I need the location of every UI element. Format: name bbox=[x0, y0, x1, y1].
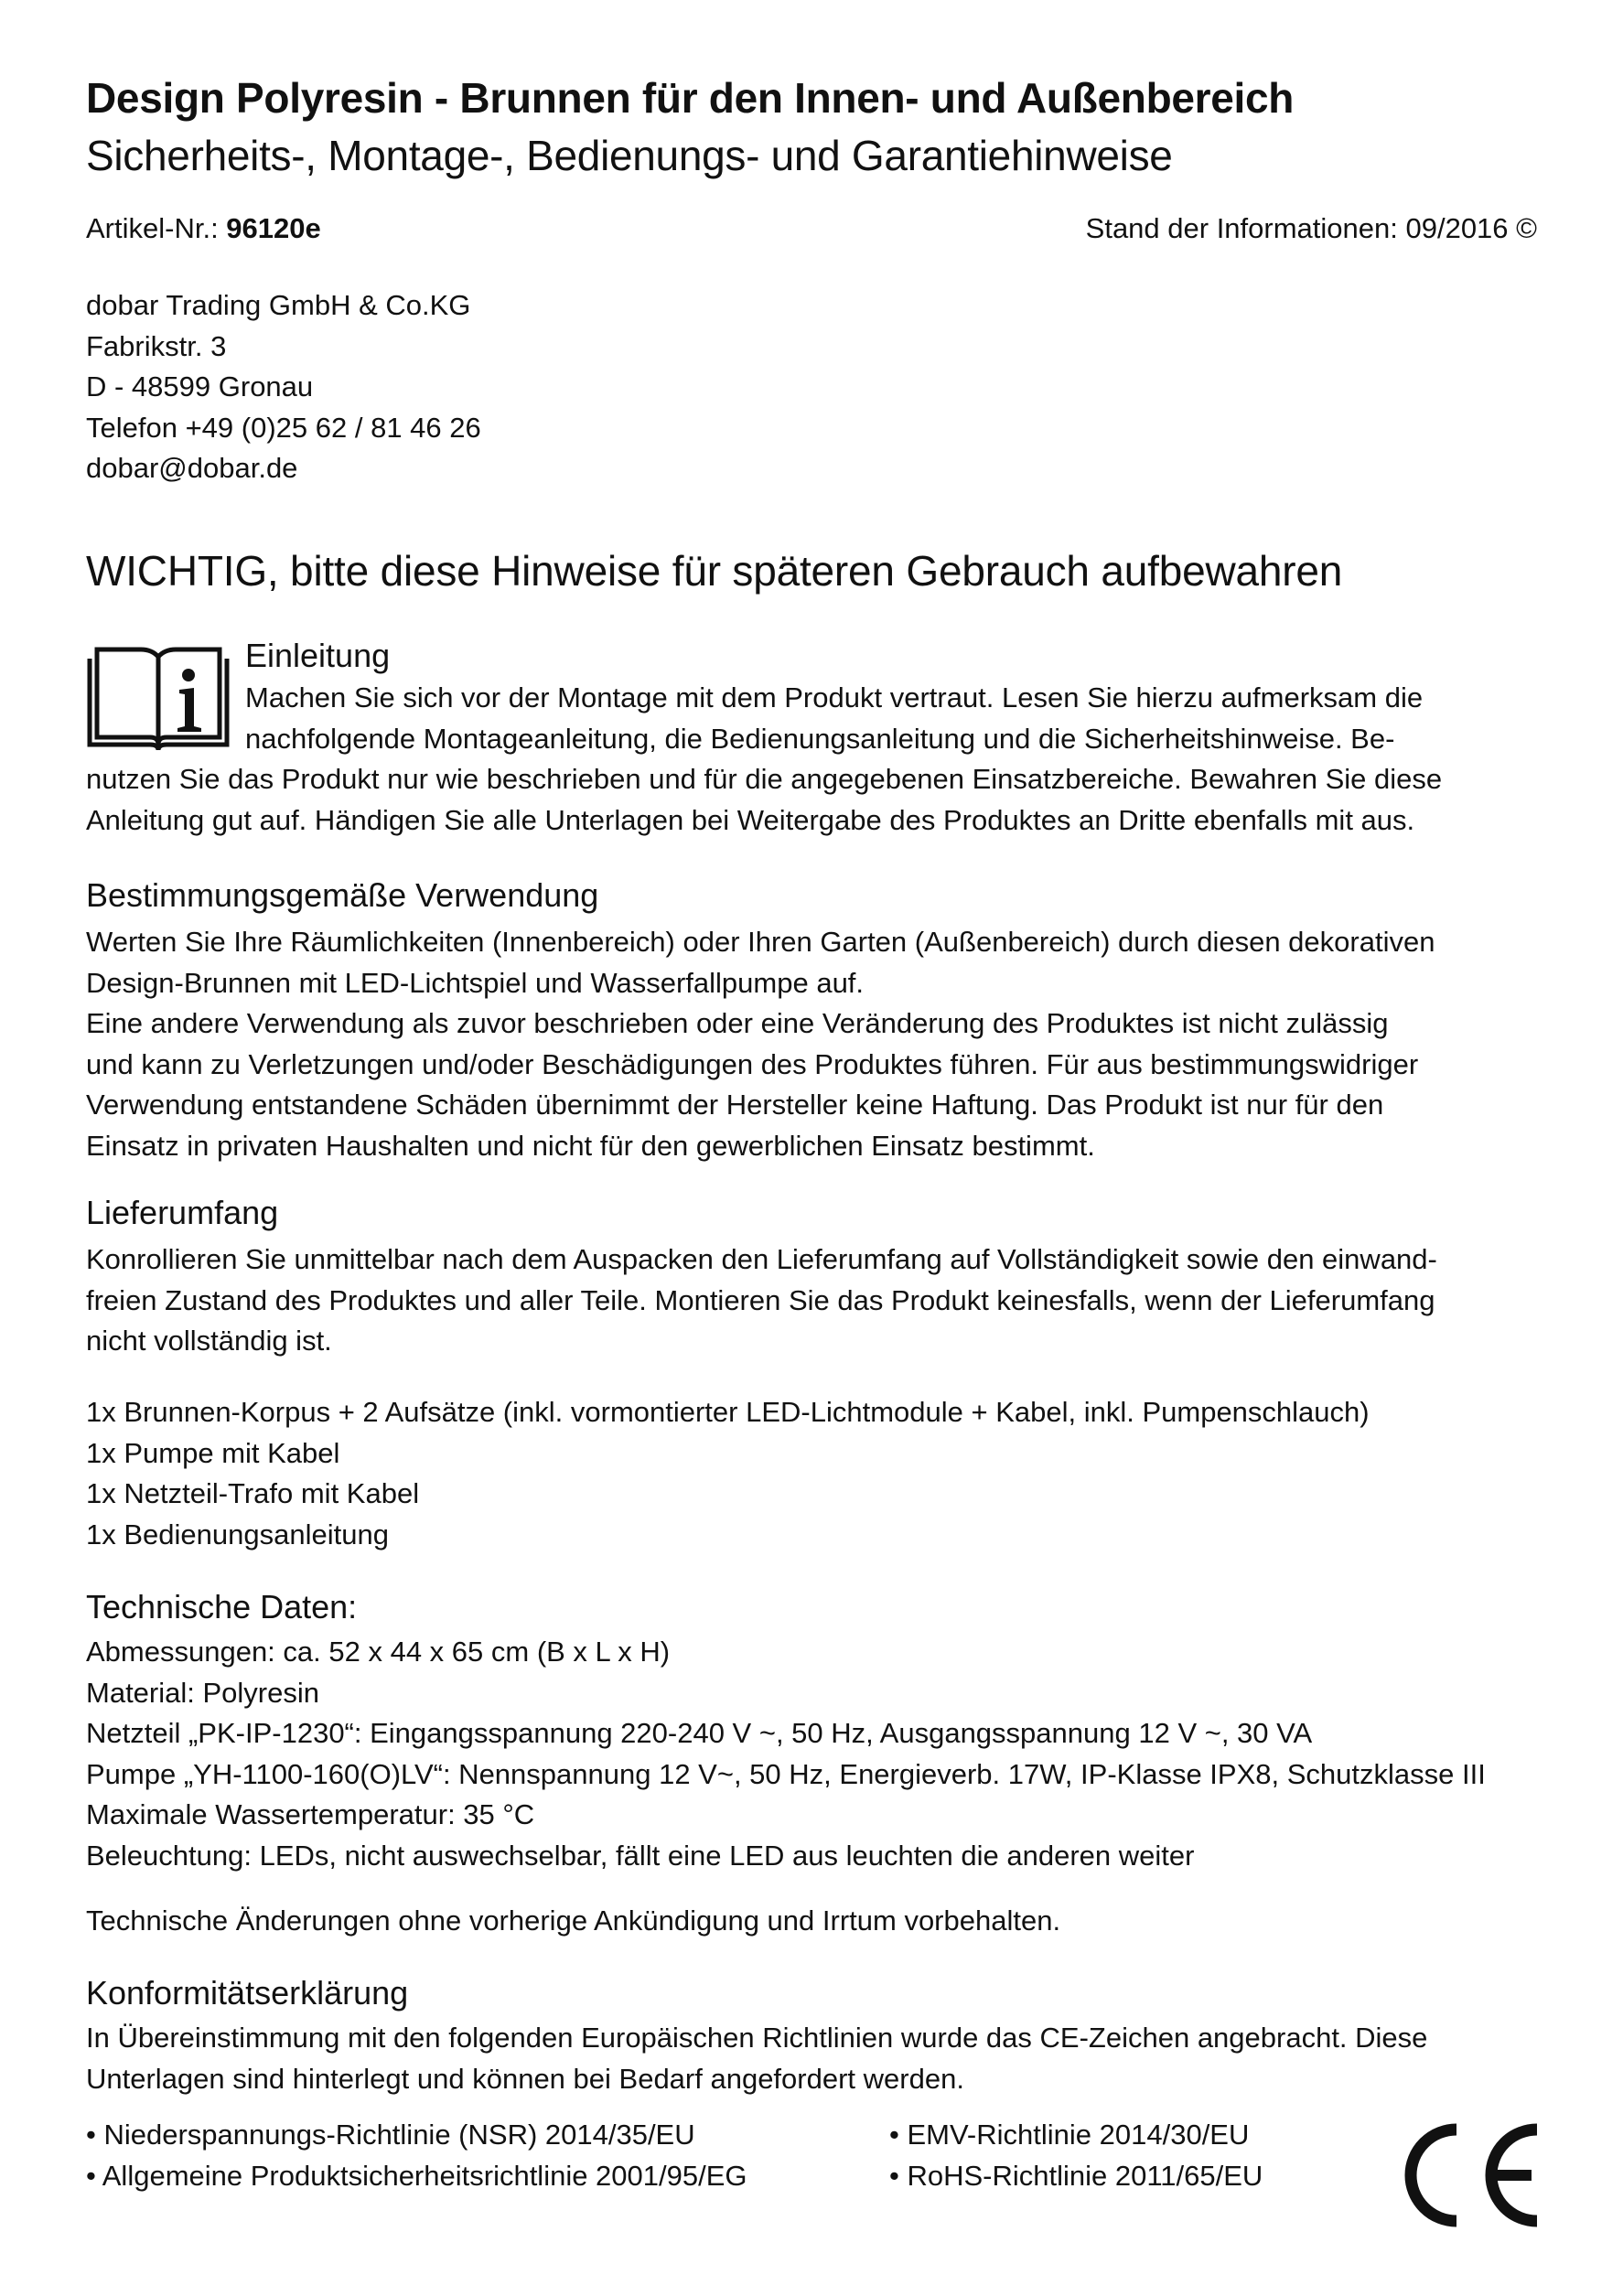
delivery-line: nicht vollständig ist. bbox=[86, 1325, 332, 1357]
intro-line: Machen Sie sich vor der Montage mit dem Produkt vertraut. Lesen Sie hierzu aufmerksam die bbox=[245, 681, 1424, 713]
usage-line: Eine andere Verwendung als zuvor beschrieben oder eine Veränderung des Produktes ist nicht zulässig bbox=[86, 1007, 1389, 1039]
technical-text bbox=[86, 1632, 1486, 1876]
address-line: D - 48599 Gronau bbox=[86, 370, 314, 402]
article-label: Artikel-Nr.: bbox=[86, 212, 227, 244]
technical-line: Material: Polyresin bbox=[86, 1676, 319, 1709]
technical-line: Abmessungen: ca. 52 x 44 x 65 cm (B x L x H) bbox=[86, 1636, 671, 1668]
company-address bbox=[86, 285, 481, 489]
delivery-line: Konrollieren Sie unmittelbar nach dem Auspacken den Lieferumfang auf Vollständigkeit sowie den einwand- bbox=[86, 1243, 1437, 1275]
article-number: 96120e bbox=[226, 212, 321, 244]
important-notice: WICHTIG, bitte diese Hinweise für späteren Gebrauch aufbewahren bbox=[86, 547, 1343, 595]
conformity-text bbox=[86, 2018, 1427, 2099]
delivery-heading: Lieferumfang bbox=[86, 1194, 279, 1231]
info-book-icon bbox=[86, 642, 231, 754]
usage-line: Werten Sie Ihre Räumlichkeiten (Innenbereich) oder Ihren Garten (Außenbereich) durch diesen dekorativen bbox=[86, 926, 1435, 958]
address-line: dobar Trading GmbH & Co.KG bbox=[86, 289, 471, 321]
conformity-heading: Konformitätserklärung bbox=[86, 1974, 409, 2012]
technical-heading: Technische Daten: bbox=[86, 1588, 358, 1625]
usage-text bbox=[86, 922, 1435, 1166]
usage-line: und kann zu Verletzungen und/oder Beschädigungen des Produktes führen. Für aus bestimmungswidriger bbox=[86, 1047, 1419, 1080]
directive-item: • Niederspannungs-Richtlinie (NSR) 2014/35/EU bbox=[86, 2119, 695, 2151]
usage-line: Einsatz in privaten Haushalten und nicht für den gewerblichen Einsatz bestimmt. bbox=[86, 1129, 1095, 1162]
technical-disclaimer: Technische Änderungen ohne vorherige Ankündigung und Irrtum vorbehalten. bbox=[86, 1904, 1061, 1937]
list-item: 1x Pumpe mit Kabel bbox=[86, 1436, 340, 1469]
technical-line: Netzteil „PK-IP-1230“: Eingangsspannung 220-240 V ~, 50 Hz, Ausgangsspannung 12 V ~, 30 VA bbox=[86, 1717, 1313, 1749]
technical-line: Beleuchtung: LEDs, nicht auswechselbar, fällt eine LED aus leuchten die anderen weiter bbox=[86, 1839, 1195, 1872]
usage-heading: Bestimmungsgemäße Verwendung bbox=[86, 876, 599, 914]
directive-item: • EMV-Richtlinie 2014/30/EU bbox=[889, 2119, 1250, 2151]
address-line: Telefon +49 (0)25 62 / 81 46 26 bbox=[86, 411, 481, 444]
list-item: 1x Bedienungsanleitung bbox=[86, 1518, 389, 1550]
directive-item: • RoHS-Richtlinie 2011/65/EU bbox=[889, 2159, 1263, 2192]
intro-line: nachfolgende Montageanleitung, die Bedienungsanleitung und die Sicherheitshinweise. Be- bbox=[245, 722, 1395, 755]
intro-text-indented bbox=[245, 678, 1423, 759]
intro-text bbox=[86, 759, 1442, 841]
intro-line: Anleitung gut auf. Händigen Sie alle Unterlagen bei Weitergabe des Produktes an Dritte ebenfalls mit aus. bbox=[86, 803, 1415, 836]
list-item: 1x Brunnen-Korpus + 2 Aufsätze (inkl. vormontierter LED-Lichtmodule + Kabel, inkl. Pumpenschlauch) bbox=[86, 1396, 1370, 1428]
info-date: Stand der Informationen: 09/2016 © bbox=[1085, 212, 1537, 244]
delivery-text bbox=[86, 1239, 1437, 1362]
usage-line: Design-Brunnen mit LED-Lichtspiel und Wasserfallpumpe auf. bbox=[86, 966, 865, 999]
conformity-line: In Übereinstimmung mit den folgenden Europäischen Richtlinien wurde das CE-Zeichen angebracht. Diese bbox=[86, 2022, 1428, 2054]
technical-line: Pumpe „YH-1100-160(O)LV“: Nennspannung 12 V~, 50 Hz, Energieverb. 17W, IP-Klasse IPX8, Schutzklasse III bbox=[86, 1757, 1486, 1790]
intro-line: nutzen Sie das Produkt nur wie beschrieben und für die angegebenen Einsatzbereiche. Bewahren Sie diese bbox=[86, 763, 1443, 795]
intro-heading: Einleitung bbox=[245, 637, 391, 674]
address-line: Fabrikstr. 3 bbox=[86, 329, 227, 362]
directive-item: • Allgemeine Produktsicherheitsrichtlinie 2001/95/EG bbox=[86, 2159, 747, 2192]
article-number-line bbox=[86, 212, 321, 245]
directives-left bbox=[86, 2115, 747, 2196]
ce-mark-icon bbox=[1392, 2120, 1548, 2230]
technical-line: Maximale Wassertemperatur: 35 °C bbox=[86, 1798, 535, 1830]
list-item: 1x Netzteil-Trafo mit Kabel bbox=[86, 1477, 420, 1509]
document-title: Design Polyresin - Brunnen für den Innen- und Außenbereich bbox=[86, 74, 1295, 122]
address-line: dobar@dobar.de bbox=[86, 452, 298, 484]
directives-right bbox=[889, 2115, 1263, 2196]
usage-line: Verwendung entstandene Schäden übernimmt der Hersteller keine Haftung. Das Produkt ist nur für den bbox=[86, 1089, 1384, 1121]
delivery-line: freien Zustand des Produktes und aller Teile. Montieren Sie das Produkt keinesfalls, wenn der Lieferumfang bbox=[86, 1283, 1435, 1316]
document-subtitle: Sicherheits-, Montage-, Bedienungs- und Garantiehinweise bbox=[86, 132, 1173, 179]
delivery-items bbox=[86, 1392, 1370, 1555]
conformity-line: Unterlagen sind hinterlegt und können bei Bedarf angefordert werden. bbox=[86, 2062, 964, 2095]
